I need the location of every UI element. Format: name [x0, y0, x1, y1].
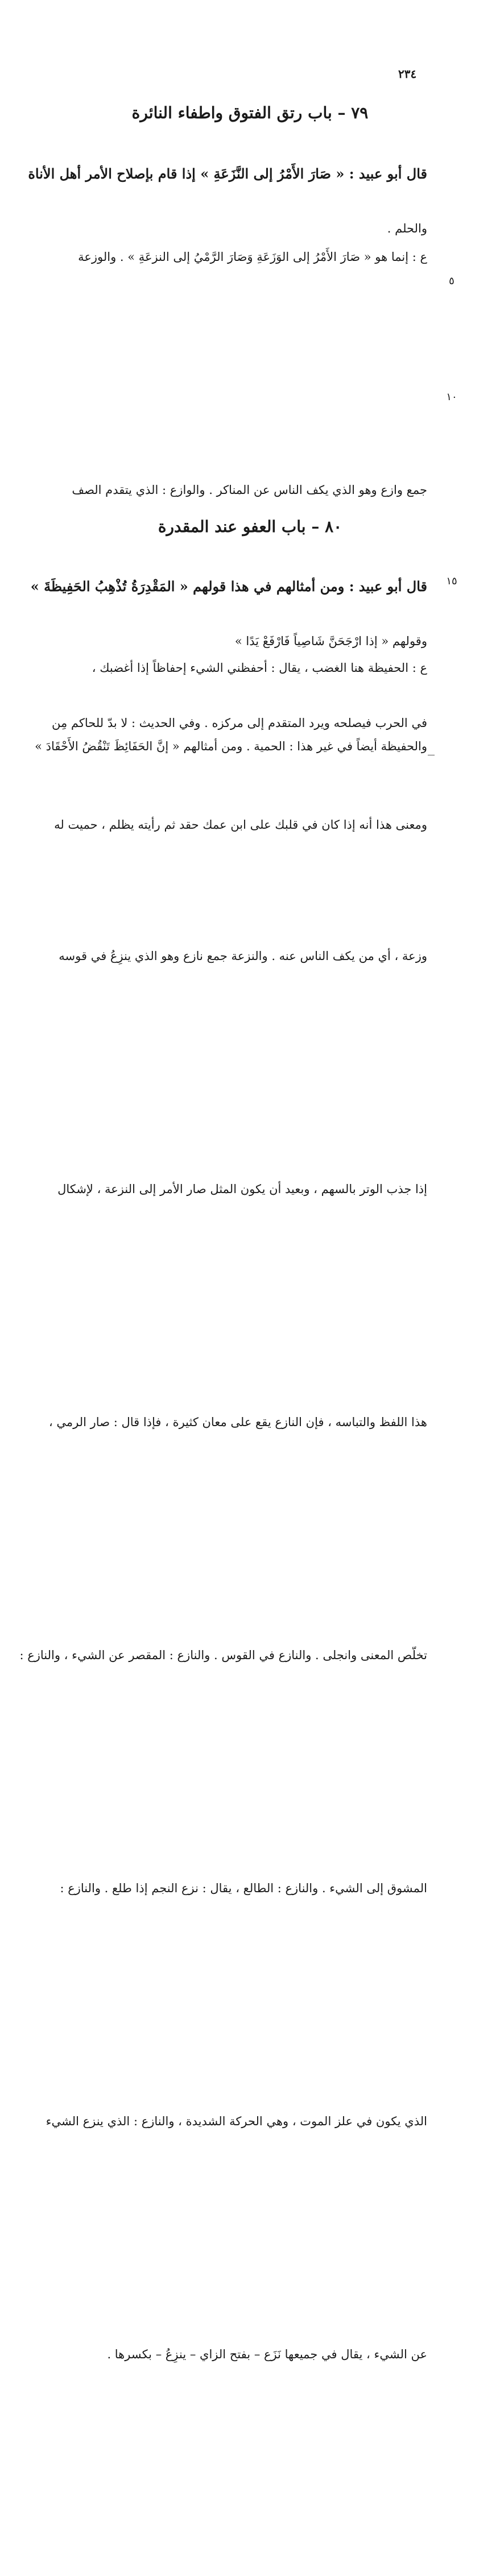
line-number-5: ٥	[449, 275, 454, 287]
commentary-line: في الحرب فيصلحه ويرد المتقدم إلى مركزه . وفي الحديث : لا بدّ للحاكم مِن	[51, 716, 427, 730]
commentary-line: ومعنى هذا أنه إذا كان في قلبك على ابن عمك حقد ثم رأيته يظلم ، حميت له	[54, 818, 427, 832]
commentary-line: تخلّص المعنى وانجلى . والنازع في القوس . والنازع : المقصر عن الشيء ، والنازع :	[19, 1648, 427, 1662]
intro-line-text: قال أبو عبيد : « صَارَ الأَمْرُ إلى النَّزَعَةِ » إذا قام بإصلاح الأمر أهل الأناة	[28, 165, 427, 182]
commentary-line: عن الشيء ، يقال في جميعها نَزَع – بفتح الزاي – ينزِعُ – بكسرها .	[107, 2348, 427, 2361]
commentary-line: ع : إنما هو « صَارَ الأَمْرُ إلى الوَزَعَةِ وَصَارَ الرَّمْيُ إلى النزعَةِ » . والوزعة	[78, 250, 427, 264]
commentary-line: إذا جذب الوتر بالسهم ، وبعيد أن يكون المثل صار الأمر إلى النزعة ، لإشكال	[57, 1182, 427, 1196]
commentary-line: والحفيظة أيضاً في غير هذا : الحمية . ومن أمثالهم « إنَّ الحَفَائِظَ تَنْقُضُ الأَحْقَادَ »	[35, 739, 427, 753]
commentary-line: الذي يكون في علز الموت ، وهي الحركة الشديدة ، والنازع : الذي ينزع الشيء	[46, 2114, 427, 2128]
intro-line: وقولهم « إذا ارْجَحَنَّ شَاصِياً فَارْفَعْ يَدًا »	[234, 634, 427, 648]
intro-line	[9, 160, 427, 215]
commentary-line: هذا اللفظ والتباسه ، فإن النازع يقع على معان كثيرة ، فإذا قال : صار الرمي ،	[48, 1415, 427, 1429]
commentary-line: وزعة ، أي من يكف الناس عنه . والنزعة جمع نازع وهو الذي ينزِعُ في قوسه	[59, 949, 427, 963]
section-80-commentary	[9, 655, 427, 832]
intro-line: والحلم .	[387, 222, 427, 235]
line-number-10: ١٠	[446, 391, 457, 403]
commentary-line: جمع وازع وهو الذي يكف الناس عن المناكر . والوازع : الذي يتقدم الصف	[72, 483, 427, 497]
page-number: ٢٣٤	[398, 67, 417, 81]
intro-line-text: قال أبو عبيد : ومن أمثالهم في هذا قولهم « المَقْدِرَةُ تُذْهِبُ الحَفِيظَةَ »	[30, 578, 427, 595]
section-heading-80: ٨٠ – باب العفو عند المقدرة	[158, 517, 342, 536]
intro-line	[9, 573, 427, 628]
line-number-15: ١٥	[446, 575, 457, 587]
section-heading-79: ٧٩ – باب رتق الفتوق واطفاء النائرة	[131, 103, 369, 122]
section-79-intro	[9, 160, 427, 235]
commentary-line: ع : الحفيظة هنا الغضب ، يقال : أحفظني الشيء إحفاظاً إذا أغضبك ،	[92, 661, 427, 675]
commentary-line: المشوق إلى الشيء . والنازع : الطالع ، يقال : نزع النجم إذا طلع . والنازع :	[60, 1881, 427, 1895]
section-80-intro	[9, 573, 427, 648]
